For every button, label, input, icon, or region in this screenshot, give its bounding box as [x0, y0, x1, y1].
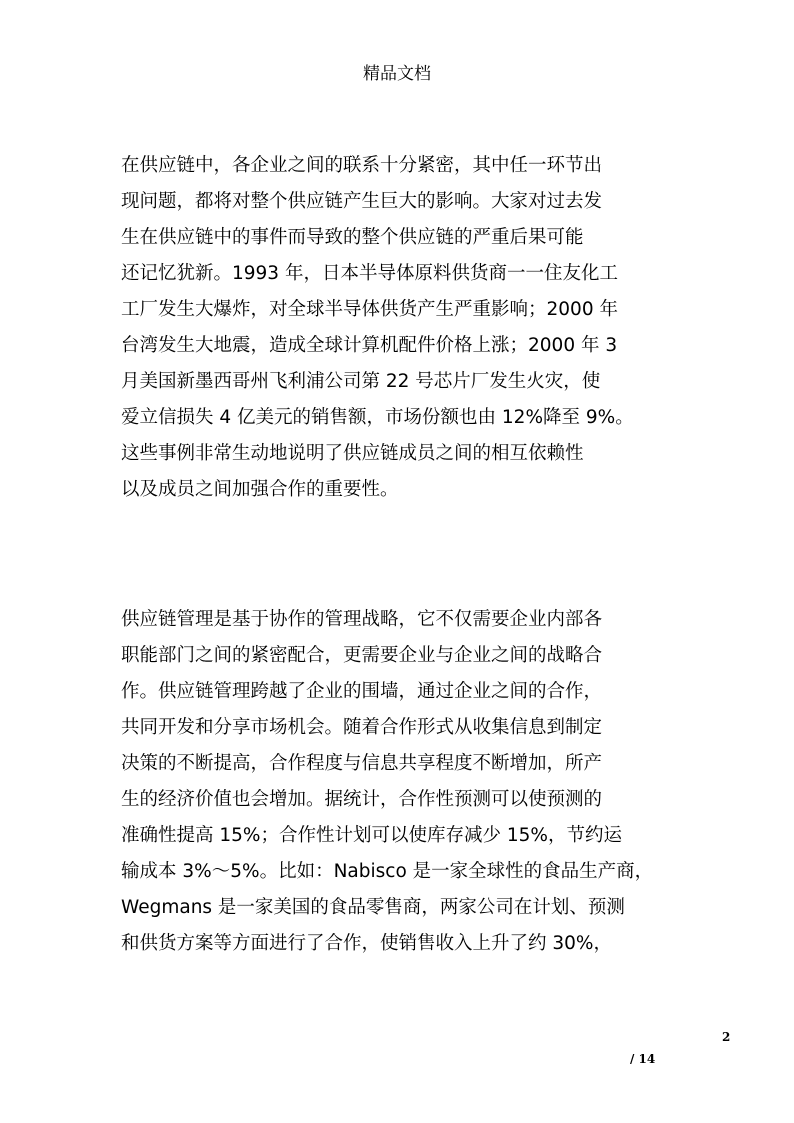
- text-line: 以及成员之间加强合作的重要性。: [121, 479, 399, 500]
- text-line: 共同开发和分享市场机会。随着合作形式从收集信息到制定: [121, 717, 603, 738]
- text-line: 供应链管理是基于协作的管理战略，它不仅需要企业内部各: [121, 609, 603, 630]
- text-line: 决策的不断提高，合作程度与信息共享程度不断增加，所产: [121, 753, 603, 774]
- text-line: 生在供应链中的事件而导致的整个供应链的严重后果可能: [121, 227, 584, 248]
- page-total: / 14: [630, 1052, 656, 1066]
- text-line: 准确性提高 15%；合作性计划可以使库存减少 15%，节约运: [121, 825, 623, 846]
- paragraph-1: [121, 148, 681, 508]
- text-line: 现问题，都将对整个供应链产生巨大的影响。大家对过去发: [121, 191, 603, 212]
- text-line: 还记忆犹新。1993 年，日本半导体原料供货商一一住友化工: [121, 263, 618, 284]
- text-line: 生的经济价值也会增加。据统计，合作性预测可以使预测的: [121, 789, 603, 810]
- page-number: 2: [722, 1030, 731, 1044]
- page-header: 精品文档: [363, 64, 431, 84]
- text-line: 作。供应链管理跨越了企业的围墙，通过企业之间的合作，: [121, 681, 603, 702]
- paragraph-2: [121, 602, 681, 962]
- text-line: 在供应链中，各企业之间的联系十分紧密，其中任一环节出: [121, 155, 603, 176]
- text-line: 职能部门之间的紧密配合，更需要企业与企业之间的战略合: [121, 645, 603, 666]
- text-line: Wegmans 是一家美国的食品零售商，两家公司在计划、预测: [121, 897, 625, 918]
- text-line: 月美国新墨西哥州飞利浦公司第 22 号芯片厂发生火灾，使: [121, 371, 601, 392]
- text-line: 这些事例非常生动地说明了供应链成员之间的相互依赖性: [121, 443, 584, 464]
- text-line: 和供货方案等方面进行了合作，使销售收入上升了约 30%，: [121, 933, 613, 954]
- text-line: 输成本 3%～5%。比如：Nabisco 是一家全球性的食品生产商，: [121, 861, 654, 882]
- text-line: 工厂发生大爆炸，对全球半导体供货产生严重影响；2000 年: [121, 299, 618, 320]
- text-line: 爱立信损失 4 亿美元的销售额，市场份额也由 12%降至 9%。: [121, 407, 634, 428]
- text-line: 台湾发生大地震，造成全球计算机配件价格上涨；2000 年 3: [121, 335, 618, 356]
